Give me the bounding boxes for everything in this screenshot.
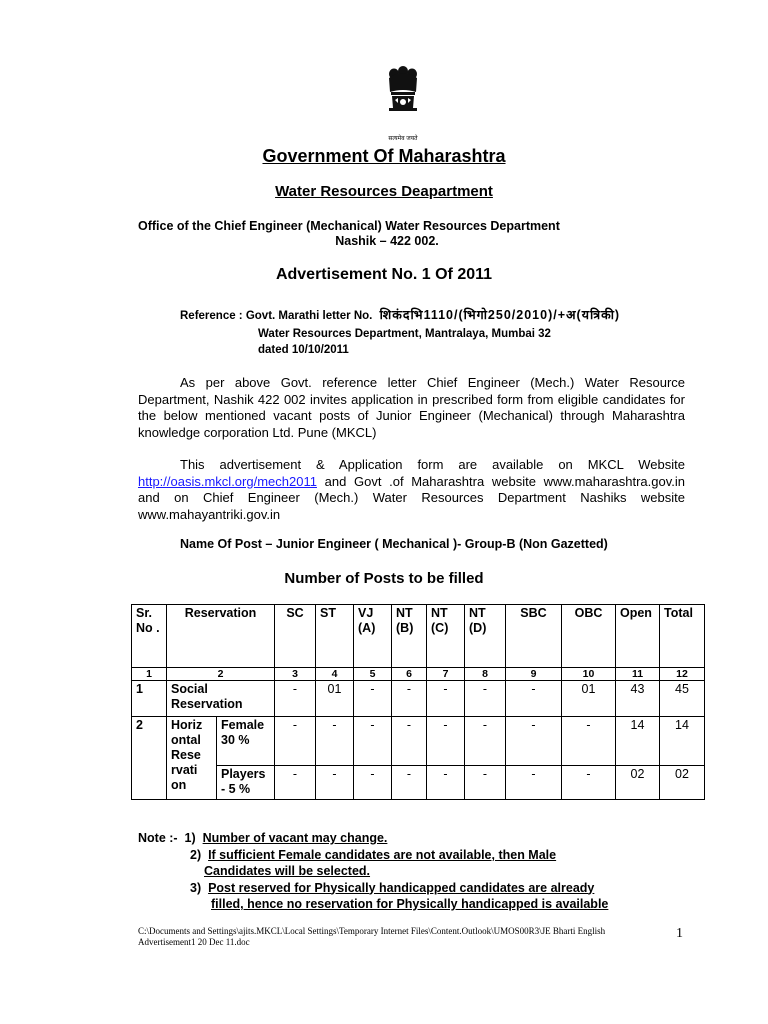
department-title: Water Resources Deapartment [275, 183, 493, 200]
players-sc: - [275, 766, 316, 800]
note-2-number: 2) [190, 847, 202, 862]
intro-paragraph [138, 375, 685, 441]
row1-label: Social Reservation [167, 681, 275, 717]
row1-open: 43 [616, 681, 660, 717]
row1-obc: 01 [562, 681, 616, 717]
note-1: Number of vacant may change. [202, 831, 388, 845]
female-ntb: - [392, 717, 427, 766]
players-ntc: - [427, 766, 465, 800]
players-open: 02 [616, 766, 660, 800]
header-sbc: SBC [506, 605, 562, 668]
row1-ntd: - [465, 681, 506, 717]
col-number: 12 [660, 668, 705, 681]
table-row-social [132, 681, 705, 717]
mkcl-website-link[interactable]: http://oasis.mkcl.org/mech2011 [138, 473, 317, 489]
col-number: 3 [275, 668, 316, 681]
header-obc: OBC [562, 605, 616, 668]
col-number: 8 [465, 668, 506, 681]
note-2a: If sufficient Female candidates are not available, then Male [208, 847, 557, 862]
header-srno: Sr. No . [132, 605, 167, 668]
government-title: Government Of Maharashtra [262, 146, 506, 166]
note-1-number: 1) [184, 831, 196, 845]
row1-st: 01 [316, 681, 354, 717]
header-ntb: NT (B) [392, 605, 427, 668]
footer-file-path: C:\Documents and Settings\ajits.MKCL\Local Settings\Temporary Internet Files\Content.Outlook\UMOS00R3\JE Bharti English Advertisement1 20 Dec 11.doc [138, 926, 606, 947]
row1-sc: - [275, 681, 316, 717]
intro-text: As per above Govt. reference letter Chief Engineer (Mech.) Water Resource Department, Nashik 422 002 invites application in prescribed form from eligible candidates for the below mentioned vacant posts of Junior Engineer (Mechanical) through Maharashtra knowledge corporation Ltd. Pune (MKCL) [138, 375, 685, 440]
post-name: Name Of Post – Junior Engineer ( Mechanical )- Group-B (Non Gazetted) [180, 537, 608, 551]
state-emblem-icon [383, 62, 423, 134]
table-header-row [132, 605, 705, 668]
reference-department: Water Resources Department, Mantralaya, Mumbai 32 [258, 328, 551, 340]
row2-players-label: Players - 5 % [217, 766, 275, 800]
office-line-1: Office of the Chief Engineer (Mechanical) Water Resources Department [138, 219, 560, 233]
col-number: 7 [427, 668, 465, 681]
row2-female-label: Female 30 % [217, 717, 275, 766]
note-3b: filled, hence no reservation for Physically handicapped is available [211, 897, 609, 911]
availability-text-end: and Govt .of Maharashtra website www.maharashtra.gov.in and on Chief Engineer (Mech.) Water Resources Department Nashiks website www.mahayantriki.gov.in [138, 473, 685, 522]
row2-label: Horiz ontal Rese rvati on [167, 717, 217, 800]
table-column-numbers [132, 668, 705, 681]
col-number: 1 [132, 668, 167, 681]
female-open: 14 [616, 717, 660, 766]
col-number: 10 [562, 668, 616, 681]
notes-section [138, 830, 608, 913]
header-reservation: Reservation [167, 605, 275, 668]
header-open: Open [616, 605, 660, 668]
table-row-players [132, 766, 705, 800]
female-vja: - [354, 717, 392, 766]
advertisement-number: Advertisement No. 1 Of 2011 [275, 266, 493, 283]
header-ntd: NT (D) [465, 605, 506, 668]
posts-heading: Number of Posts to be filled [284, 570, 484, 587]
col-number: 6 [392, 668, 427, 681]
reference-date: dated 10/10/2011 [258, 344, 349, 356]
reference-label: Reference : Govt. Marathi letter No. [180, 310, 373, 322]
row1-total: 45 [660, 681, 705, 717]
female-ntd: - [465, 717, 506, 766]
header-vja: VJ (A) [354, 605, 392, 668]
col-number: 2 [167, 668, 275, 681]
players-ntd: - [465, 766, 506, 800]
note-3-number: 3) [190, 880, 202, 895]
office-address [138, 219, 628, 249]
header-sc: SC [275, 605, 316, 668]
row2-srno: 2 [132, 717, 167, 800]
row1-vja: - [354, 681, 392, 717]
table-row-female [132, 717, 705, 766]
players-sbc: - [506, 766, 562, 800]
female-st: - [316, 717, 354, 766]
notes-label: Note :- [138, 831, 178, 845]
female-ntc: - [427, 717, 465, 766]
female-obc: - [562, 717, 616, 766]
header-ntc: NT (C) [427, 605, 465, 668]
row1-ntb: - [392, 681, 427, 717]
row1-sbc: - [506, 681, 562, 717]
note-2b: Candidates will be selected. [204, 864, 371, 878]
female-sbc: - [506, 717, 562, 766]
availability-paragraph [138, 457, 685, 523]
female-total: 14 [660, 717, 705, 766]
row1-srno: 1 [132, 681, 167, 717]
posts-table [131, 604, 705, 800]
availability-text-start: This advertisement & Application form are available on MKCL Website [180, 457, 685, 472]
players-total: 02 [660, 766, 705, 800]
col-number: 5 [354, 668, 392, 681]
col-number: 11 [616, 668, 660, 681]
col-number: 9 [506, 668, 562, 681]
reference-line [180, 307, 620, 324]
reference-marathi-number: शिकंदभि1110/(भिगो250/2010)/+अ(यत्रिकी) [379, 308, 621, 322]
office-line-2: Nashik – 422 002. [335, 234, 439, 248]
players-st: - [316, 766, 354, 800]
female-sc: - [275, 717, 316, 766]
col-number: 4 [316, 668, 354, 681]
header-st: ST [316, 605, 354, 668]
row1-ntc: - [427, 681, 465, 717]
header-total: Total [660, 605, 705, 668]
players-ntb: - [392, 766, 427, 800]
page-number: 1 [676, 926, 683, 941]
players-vja: - [354, 766, 392, 800]
note-3a: Post reserved for Physically handicapped candidates are already [208, 880, 595, 895]
emblem-motto: सत्यमेव जयते [388, 136, 418, 142]
players-obc: - [562, 766, 616, 800]
